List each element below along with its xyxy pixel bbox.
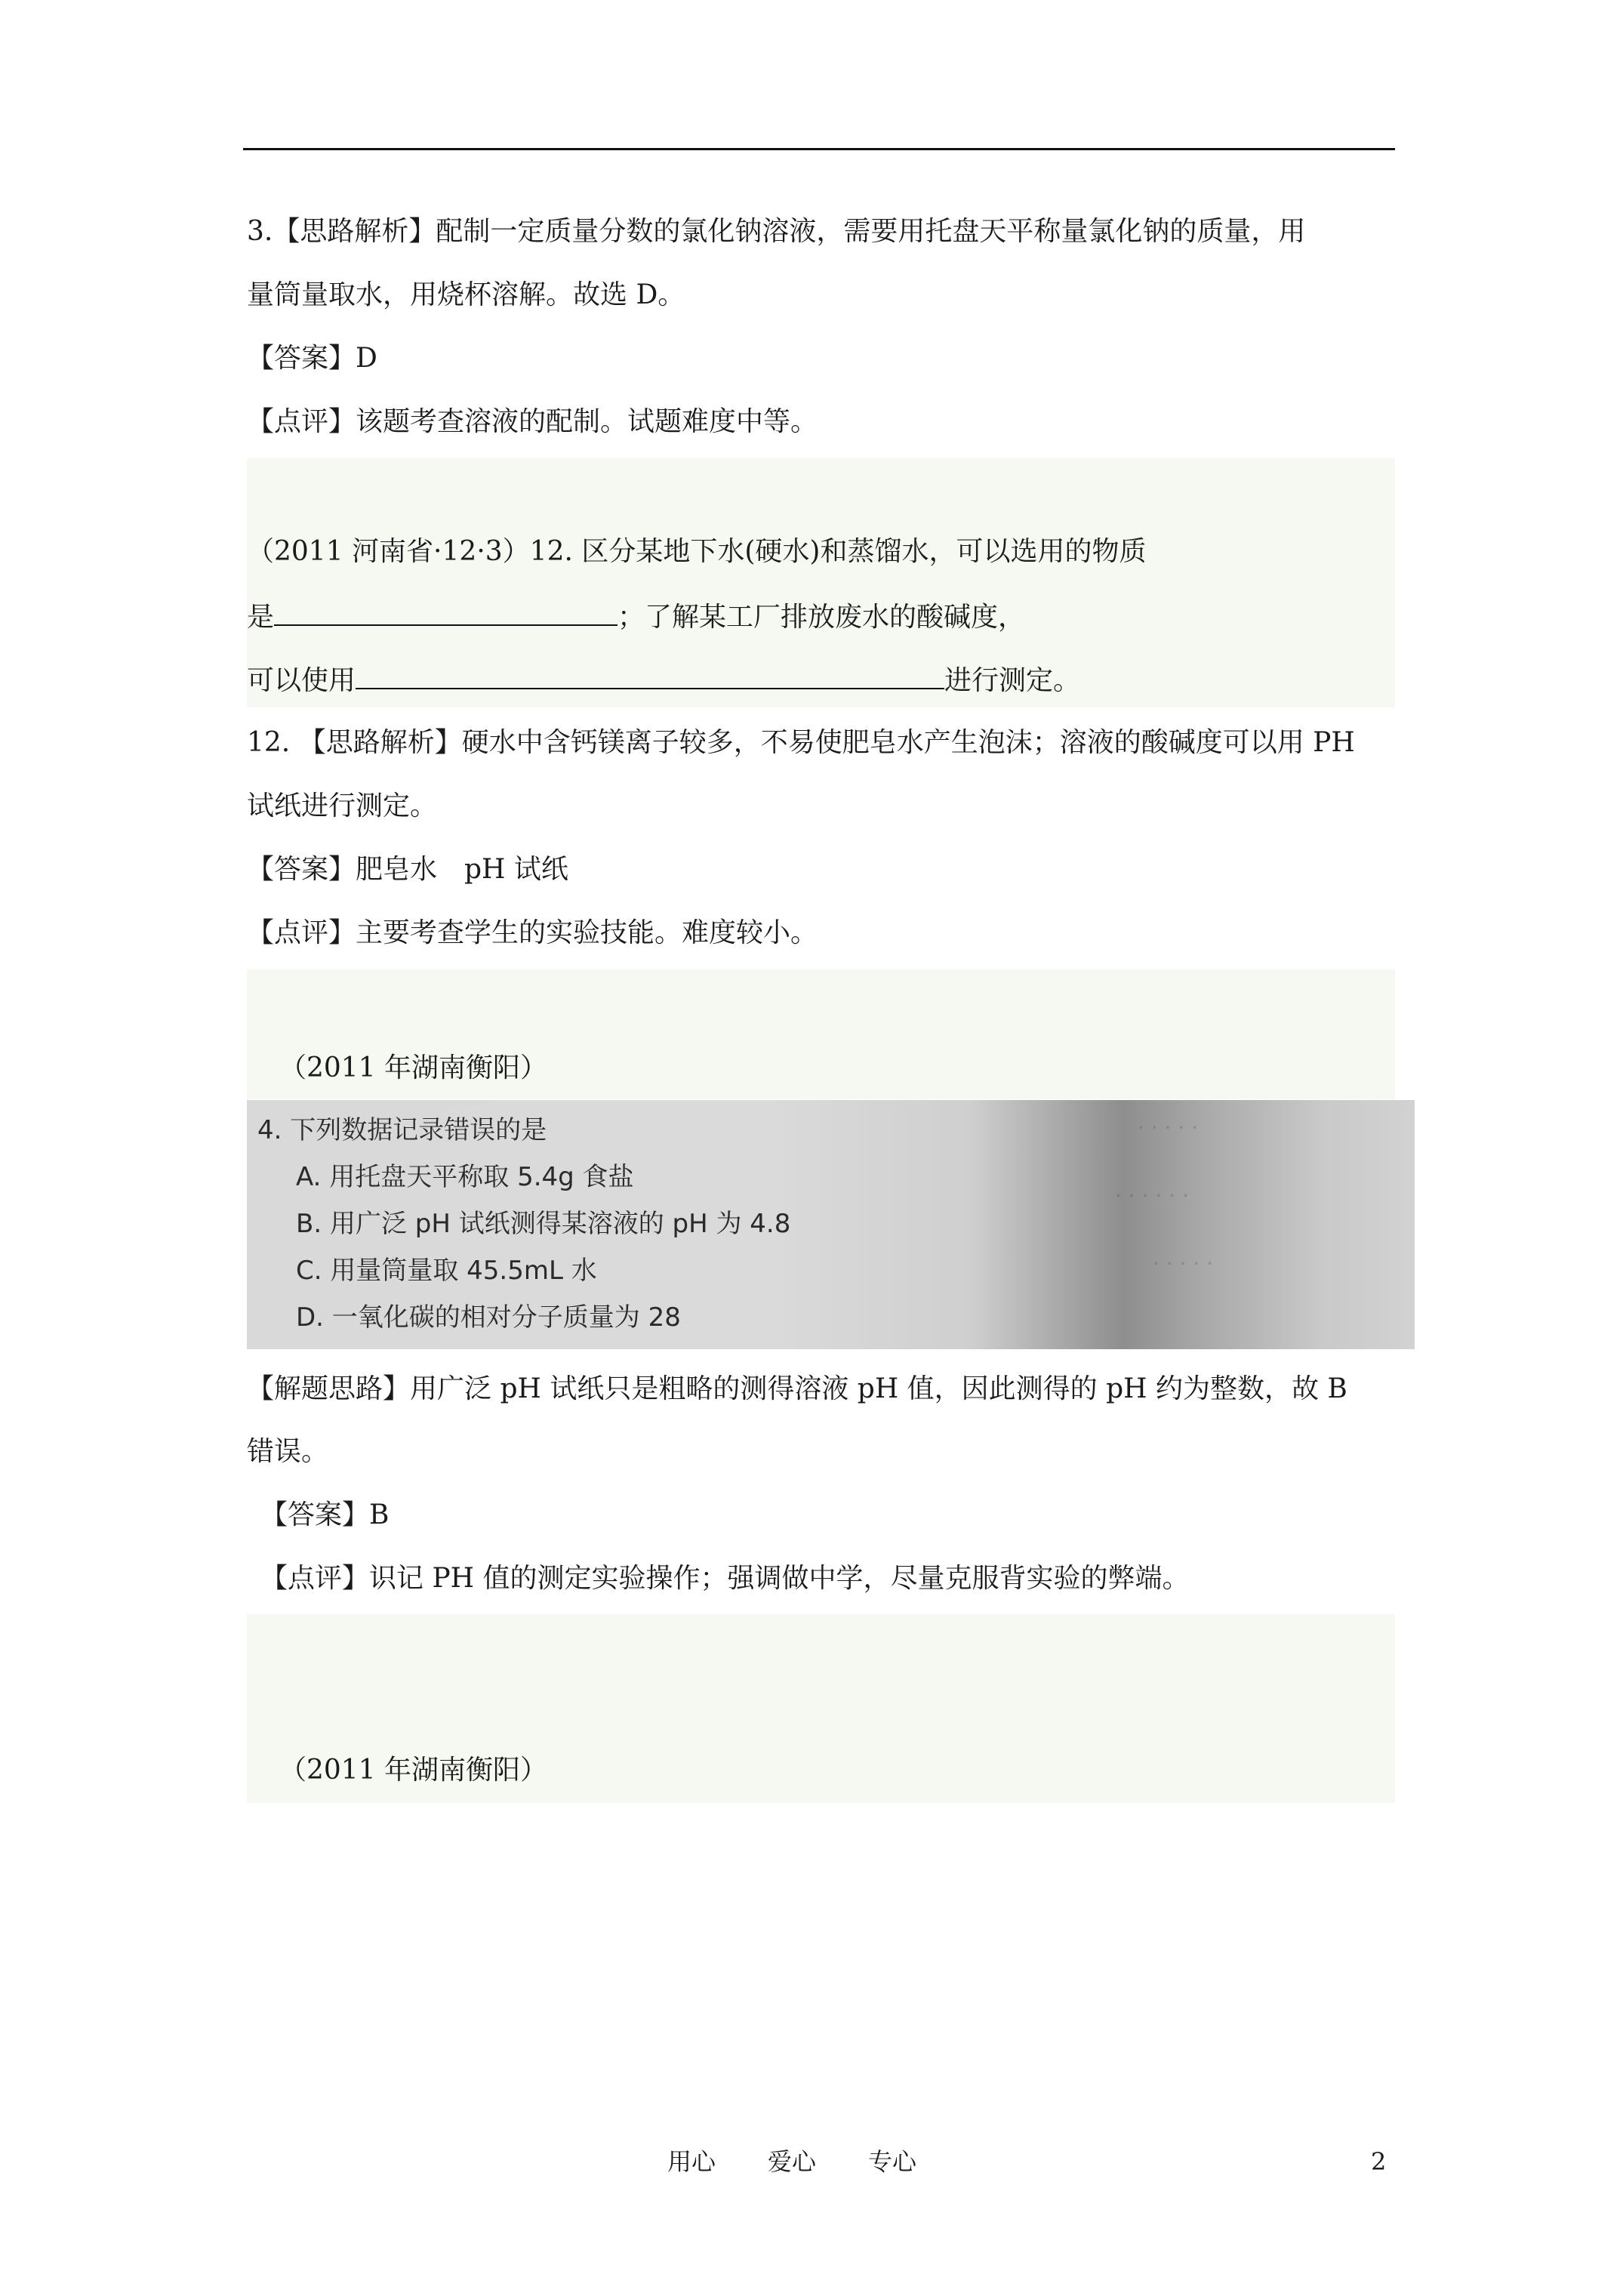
q12-line2-prefix: 是 [247, 602, 275, 633]
q3-answer: 【答案】D [247, 343, 377, 374]
footer-motto-1: 用心 [667, 2147, 716, 2176]
q3-analysis-line2: 量筒量取水，用烧杯溶解。故选 D。 [247, 279, 685, 310]
q4-question-photo: · · · · · · · · · · · · · · · · 4. 下列数据记录错误的是 A. 用托盘天平称取 5.4g 食盐 B. 用广泛 pH 试纸测得某溶液的 pH 为 4.8 C. 用量筒量取 45.5mL 水 D. 一氧化碳的相对分子质量为 28 [247, 1100, 1415, 1349]
q3-analysis-line1: 3.【思路解析】配制一定质量分数的氯化钠溶液，需要用托盘天平称量氯化钠的质量，用 [247, 216, 1306, 247]
q12-analysis-line1: 12. 【思路解析】硬水中含钙镁离子较多，不易使肥皂水产生泡沫；溶液的酸碱度可以用 PH [247, 727, 1355, 758]
q12-question-line2 [247, 597, 1025, 636]
page-number: 2 [1371, 2147, 1387, 2176]
q4-photo-option-c: C. 用量筒量取 45.5mL 水 [296, 1256, 597, 1286]
footer-motto-3: 专心 [868, 2147, 917, 2176]
footer-motto-2: 爱心 [768, 2147, 817, 2176]
q4-source: （2011 年湖南衡阳） [279, 1052, 548, 1083]
q12-line2-suffix: ；了解某工厂排放废水的酸碱度， [617, 602, 1026, 633]
q12-answer: 【答案】肥皂水 pH 试纸 [247, 854, 568, 885]
q4-analysis-line1: 【解题思路】用广泛 pH 试纸只是粗略的测得溶液 pH 值，因此测得的 pH 约为整数，故 B [247, 1373, 1347, 1404]
q4-comment: 【点评】识记 PH 值的测定实验操作；强调做中学，尽量克服背实验的弊端。 [260, 1563, 1190, 1594]
q4-analysis-line2: 错误。 [247, 1436, 329, 1467]
q12-comment: 【点评】主要考查学生的实验技能。难度较小。 [247, 917, 818, 948]
answer-blank-2 [356, 661, 944, 689]
q4-photo-option-d: D. 一氧化碳的相对分子质量为 28 [296, 1302, 681, 1333]
q12-question-line3 [247, 661, 1080, 699]
answer-blank-1 [274, 597, 617, 626]
q4-photo-option-b: B. 用广泛 pH 试纸测得某溶液的 pH 为 4.8 [296, 1209, 791, 1239]
q12-source: （2011 河南省·12·3）12. 区分某地下水(硬水)和蒸馏水，可以选用的物质 [247, 536, 1147, 567]
header-rule [243, 148, 1395, 150]
q12-line3-prefix: 可以使用 [247, 665, 356, 696]
q3-comment: 【点评】该题考查溶液的配制。试题难度中等。 [247, 406, 818, 437]
q4-photo-stem: 4. 下列数据记录错误的是 [257, 1115, 547, 1145]
q5-source: （2011 年湖南衡阳） [279, 1755, 548, 1786]
q12-analysis-line2: 试纸进行测定。 [247, 791, 438, 821]
q4-answer: 【答案】B [260, 1499, 390, 1530]
q4-photo-option-a: A. 用托盘天平称取 5.4g 食盐 [296, 1162, 634, 1192]
q12-line3-suffix: 进行测定。 [944, 665, 1081, 696]
